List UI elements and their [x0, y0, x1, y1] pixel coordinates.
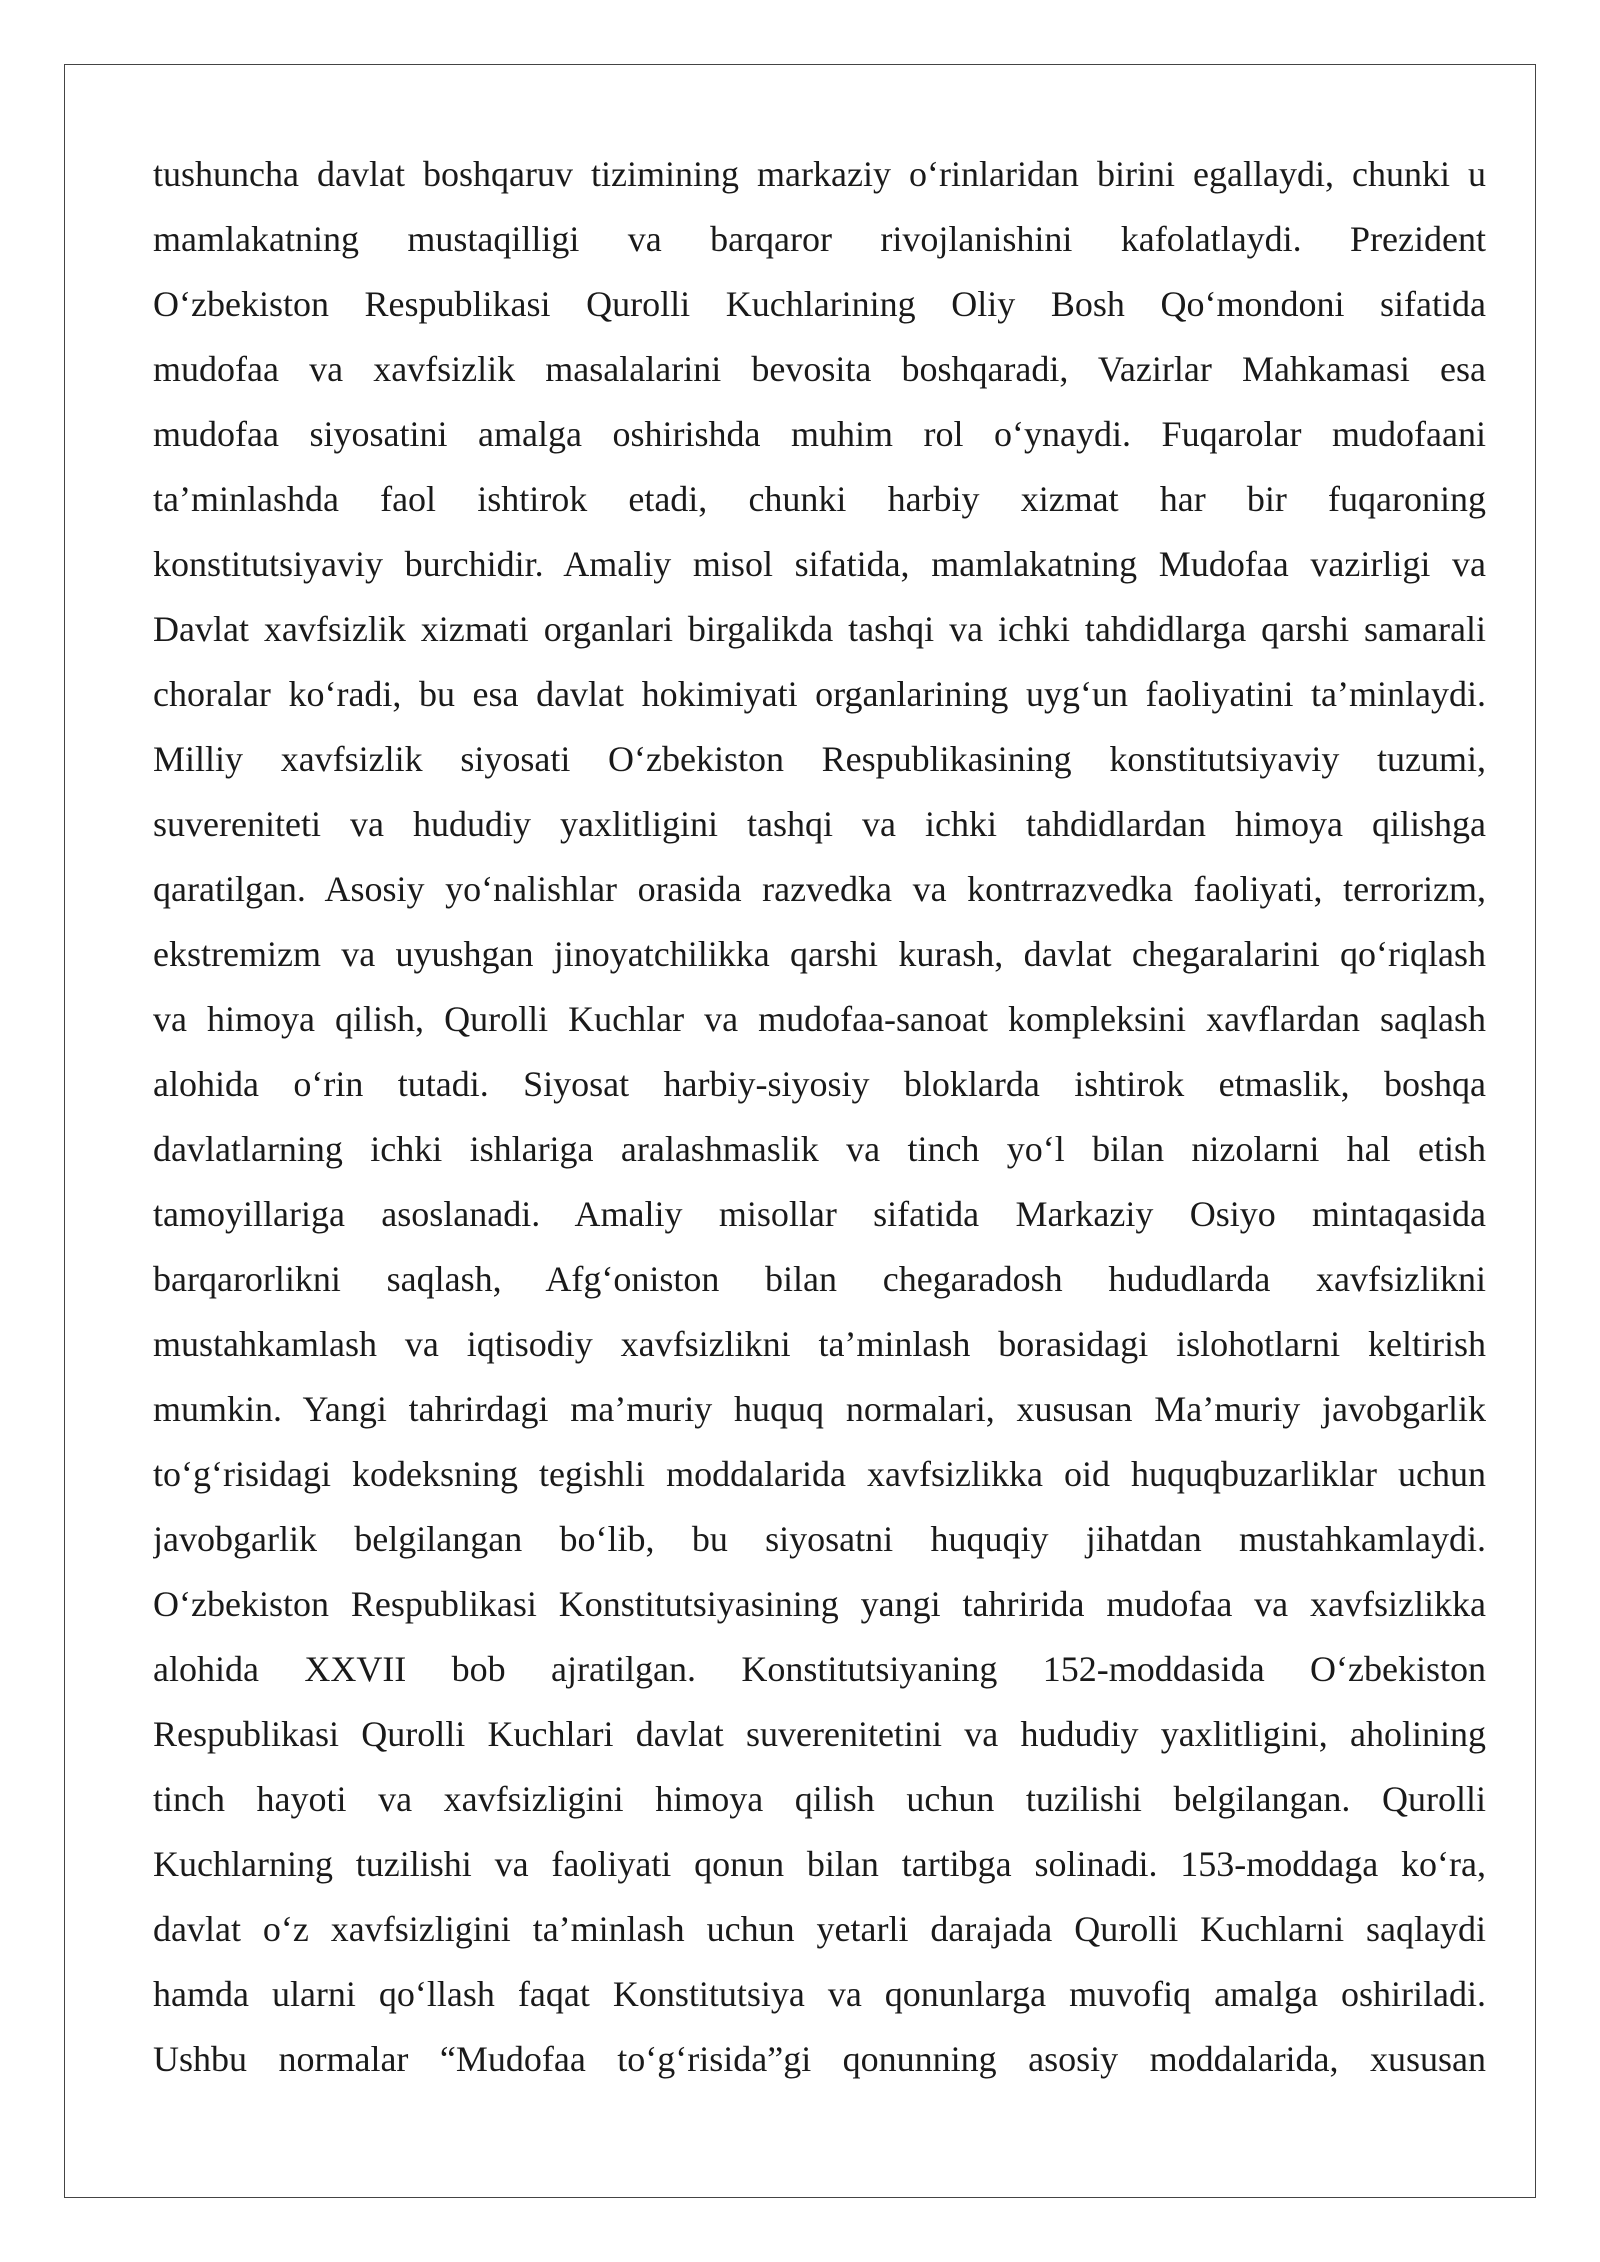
text-line: qaratilgan. Asosiy yo‘nalishlar orasida razvedka va kontrrazvedka faoliyati, terrorizm,	[153, 869, 1486, 909]
text-line: mamlakatning mustaqilligi va barqaror rivojlanishini kafolatlaydi. Prezident	[153, 219, 1486, 259]
text-line: alohida o‘rin tutadi. Siyosat harbiy-siyosiy bloklarda ishtirok etmaslik, boshqa	[153, 1064, 1486, 1104]
text-line: alohida XXVII bob ajratilgan. Konstitutsiyaning 152-moddasida O‘zbekiston	[153, 1649, 1486, 1689]
text-line: mudofaa va xavfsizlik masalalarini bevosita boshqaradi, Vazirlar Mahkamasi esa	[153, 349, 1486, 389]
text-line: suvereniteti va hududiy yaxlitligini tashqi va ichki tahdidlardan himoya qilishga	[153, 804, 1486, 844]
document-text	[153, 142, 1486, 2092]
text-line: javobgarlik belgilangan bo‘lib, bu siyosatni huquqiy jihatdan mustahkamlaydi.	[153, 1519, 1486, 1559]
text-line: mustahkamlash va iqtisodiy xavfsizlikni ta’minlash borasidagi islohotlarni keltirish	[153, 1324, 1486, 1364]
text-line: davlatlarning ichki ishlariga aralashmaslik va tinch yo‘l bilan nizolarni hal etish	[153, 1129, 1486, 1169]
text-line: O‘zbekiston Respublikasi Konstitutsiyasining yangi tahririda mudofaa va xavfsizlikka	[153, 1584, 1486, 1624]
text-line: tinch hayoti va xavfsizligini himoya qilish uchun tuzilishi belgilangan. Qurolli	[153, 1779, 1486, 1819]
text-line: va himoya qilish, Qurolli Kuchlar va mudofaa-sanoat kompleksini xavflardan saqlash	[153, 999, 1486, 1039]
text-line: Respublikasi Qurolli Kuchlari davlat suverenitetini va hududiy yaxlitligini, aholining	[153, 1714, 1486, 1754]
text-line: tushuncha davlat boshqaruv tizimining markaziy o‘rinlaridan birini egallaydi, chunki u	[153, 154, 1486, 194]
text-line: to‘g‘risidagi kodeksning tegishli moddalarida xavfsizlikka oid huquqbuzarliklar uchun	[153, 1454, 1486, 1494]
text-line: hamda ularni qo‘llash faqat Konstitutsiya va qonunlarga muvofiq amalga oshiriladi.	[153, 1974, 1486, 2014]
text-line: Ushbu normalar “Mudofaa to‘g‘risida”gi qonunning asosiy moddalarida, xususan	[153, 2039, 1486, 2079]
text-line: Davlat xavfsizlik xizmati organlari birgalikda tashqi va ichki tahdidlarga qarshi samarali	[153, 609, 1486, 649]
text-line: konstitutsiyaviy burchidir. Amaliy misol sifatida, mamlakatning Mudofaa vazirligi va	[153, 544, 1486, 584]
text-line: choralar ko‘radi, bu esa davlat hokimiyati organlarining uyg‘un faoliyatini ta’minlaydi.	[153, 674, 1486, 714]
text-line: Kuchlarning tuzilishi va faoliyati qonun bilan tartibga solinadi. 153-moddaga ko‘ra,	[153, 1844, 1486, 1884]
text-line: O‘zbekiston Respublikasi Qurolli Kuchlarining Oliy Bosh Qo‘mondoni sifatida	[153, 284, 1486, 324]
text-line: mumkin. Yangi tahrirdagi ma’muriy huquq normalari, xususan Ma’muriy javobgarlik	[153, 1389, 1486, 1429]
text-line: mudofaa siyosatini amalga oshirishda muhim rol o‘ynaydi. Fuqarolar mudofaani	[153, 414, 1486, 454]
text-line: davlat o‘z xavfsizligini ta’minlash uchun yetarli darajada Qurolli Kuchlarni saqlaydi	[153, 1909, 1486, 1949]
text-line: tamoyillariga asoslanadi. Amaliy misollar sifatida Markaziy Osiyo mintaqasida	[153, 1194, 1486, 1234]
text-line: ekstremizm va uyushgan jinoyatchilikka qarshi kurash, davlat chegaralarini qo‘riqlash	[153, 934, 1486, 974]
text-line: Milliy xavfsizlik siyosati O‘zbekiston Respublikasining konstitutsiyaviy tuzumi,	[153, 739, 1486, 779]
text-line: barqarorlikni saqlash, Afg‘oniston bilan chegaradosh hududlarda xavfsizlikni	[153, 1259, 1486, 1299]
text-line: ta’minlashda faol ishtirok etadi, chunki harbiy xizmat har bir fuqaroning	[153, 479, 1486, 519]
